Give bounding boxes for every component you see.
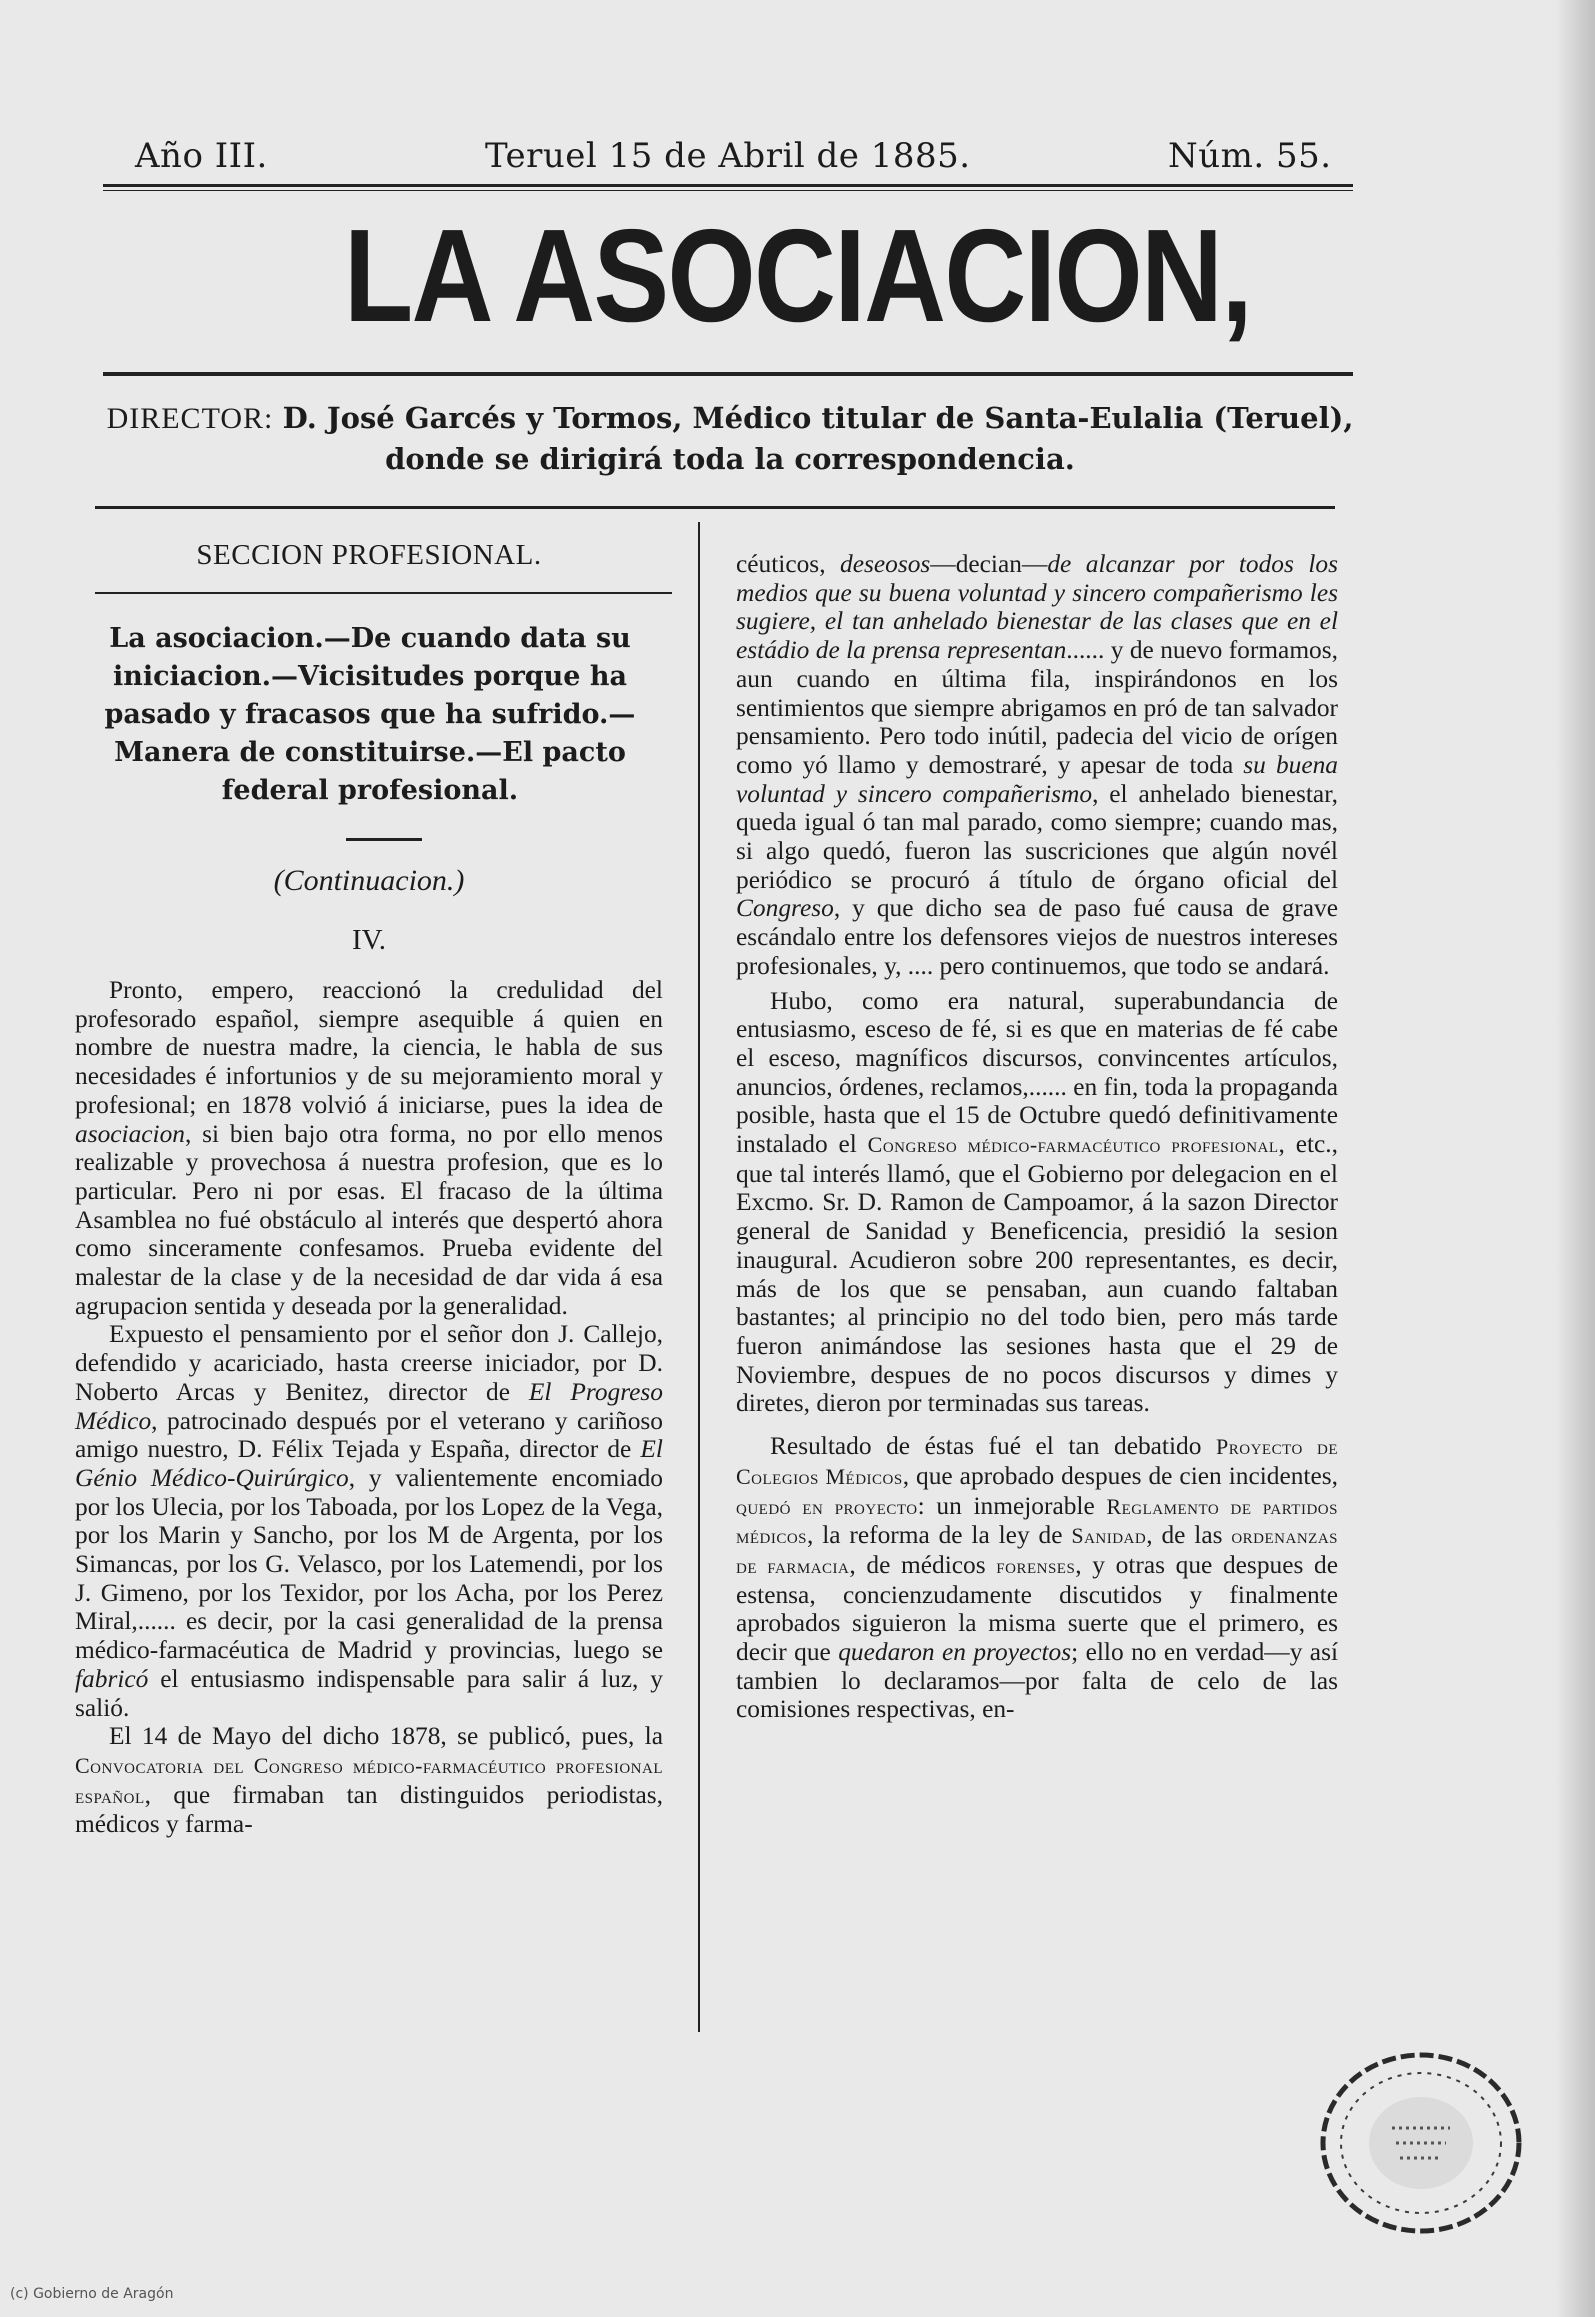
small-caps-title: ordenanzas de farmacia bbox=[736, 1523, 1338, 1578]
director-label: DIRECTOR: bbox=[106, 402, 274, 435]
emphasis: de alcanzar por todos los medios que su buena voluntad y sincero compañerismo les sugiere, el tan anhelado bienestar de las clases que en el estádio de la prensa representan bbox=[736, 550, 1338, 665]
small-caps-title: Congreso médico-farmacéutico profesional bbox=[867, 1132, 1279, 1158]
paragraph: céuticos, deseosos—decian—de alcanzar por todos los medios que su buena voluntad y sincero compañerismo les sugiere, el tan anhelado bienestar de las clases que en el estádio de la prensa representan...... y de nuevo formamos, aun cuando en última fila, inspirándonos en los sentimientos que siempre abrigamos en pró de tan salvador pensamiento. Pero todo inútil, padecia del vicio de orígen como yó llamo y demostraré, y apesar de toda su buena voluntad y sincero compañerismo, el anhelado bienestar, queda igual ó tan mal parado, como siempre; cuando mas, si algo quedó, fueron las suscriciones que algún novél periódico se procuró á título de órgano oficial del Congreso, y que dicho sea de paso fué causa de grave escándalo entre los defensores viejos de nuestros intereses profesionales, y, .... pero continuemos, que todo se andará. bbox=[736, 550, 1338, 980]
emphasis: Congreso bbox=[736, 894, 834, 923]
chapter-number: IV. bbox=[351, 924, 387, 956]
emphasis: quedaron en proyectos bbox=[838, 1638, 1072, 1667]
page-edge-shadow bbox=[1555, 0, 1595, 2317]
summary-separator bbox=[346, 838, 422, 841]
director-correspondence: donde se dirigirá toda la correspondencia. bbox=[385, 442, 1075, 476]
right-column bbox=[736, 550, 1338, 1724]
small-caps-title: forenses bbox=[996, 1552, 1076, 1578]
section-title: SECCION PROFESIONAL. bbox=[196, 539, 542, 571]
issue-number: Núm. 55. bbox=[1168, 136, 1332, 176]
small-caps-title: quedó en proyecto bbox=[736, 1493, 918, 1519]
continuation-note: (Continuacion.) bbox=[273, 864, 465, 897]
paragraph: El 14 de Mayo del dicho 1878, se publicó, pues, la Convocatoria del Congreso médico-farmacéutico profesional español, que firmaban tan distinguidos periodistas, médicos y farma- bbox=[75, 1722, 663, 1839]
left-column bbox=[75, 976, 663, 1839]
issue-year: Año III. bbox=[135, 136, 268, 176]
emphasis: su buena voluntad y sincero compañerismo bbox=[736, 750, 1338, 808]
column-divider bbox=[698, 522, 700, 2032]
library-stamp-icon bbox=[1312, 2043, 1530, 2243]
paragraph: Pronto, empero, reaccionó la credulidad del profesorado español, siempre asequible á quien en nombre de nuestra madre, la ciencia, le habla de sus necesidades é infortunios y de su mejoramiento moral y profesional; en 1878 volvió á iniciarse, pues la idea de asociacion, si bien bajo otra forma, no por ello menos realizable y provechosa á nuestra profesion, que es lo particular. Pero ni por esas. El fracaso de la última Asamblea no fué obstáculo al interés que despertó ahora como sinceramente confesamos. Prueba evidente del malestar de la clase y de la necesidad de dar vida á esa agrupacion sentida y deseada por la generalidad. bbox=[75, 976, 663, 1320]
article-summary: La asociacion.—De cuando data su iniciacion.—Vicisitudes porque ha pasado y fracasos que ha sufrido.—Manera de constituirse.—El pacto federal profesional. bbox=[104, 623, 636, 806]
small-caps-title: Proyecto de Colegios Médicos bbox=[736, 1434, 1339, 1489]
emphasis: asociacion bbox=[75, 1119, 186, 1148]
section-rule bbox=[95, 592, 672, 594]
masthead-rule-top-thin bbox=[103, 190, 1353, 191]
paragraph: Hubo, como era natural, superabundancia de entusiasmo, esceso de fé, si es que en materias de fé cabe el esceso, magníficos discursos, convincentes artículos, anuncios, órdenes, reclamos,...... en fin, toda la propaganda posible, hasta que el 15 de Octubre quedó definitivamente instalado el Congreso médico-farmacéutico profesional, etc., que tal interés llamó, que el Gobierno por delegacion en el Excmo. Sr. D. Ramon de Campoamor, á la sazon Director general de Sanidad y Beneficencia, presidió la sesion inaugural. Acudieron sobre 200 representantes, es decir, más de los que se pensaban, aun cuando faltaban bastantes; al principio no del todo bien, pero más tarde fueron animándose las sesiones hasta que el 29 de Noviembre, despues de no pocos discursos y dimes y diretes, dieron por terminadas sus tareas. bbox=[736, 986, 1338, 1418]
journal-name: El Génio Médico-Quirúrgico bbox=[75, 1435, 663, 1492]
masthead-rule-top bbox=[103, 184, 1353, 187]
issue-place-date: Teruel 15 de Abril de 1885. bbox=[485, 136, 971, 176]
small-caps-title: Convocatoria del Congreso médico-farmacéutico profesional español bbox=[75, 1752, 663, 1808]
director-name: D. José Garcés y Tormos, Médico titular de Santa-Eulalia (Teruel), bbox=[282, 401, 1354, 435]
small-caps-title: Reglamento de partidos médicos bbox=[736, 1493, 1338, 1549]
header-rule-bottom bbox=[95, 506, 1335, 509]
emphasis: deseosos bbox=[840, 550, 931, 578]
small-caps-title: Sanidad bbox=[1071, 1523, 1147, 1549]
emphasis: fabricó bbox=[75, 1664, 149, 1693]
paragraph: Expuesto el pensamiento por el señor don J. Callejo, defendido y acariciado, hasta creerse iniciador, por D. Noberto Arcas y Benitez, director de El Progreso Médico, patrocinado después por el veterano y cariñoso amigo nuestro, D. Félix Tejada y España, director de El Génio Médico-Quirúrgico, y valientemente encomiado por los Ulecia, por los Taboada, por los Lopez de la Vega, por los Marin y Sancho, por los M de Argenta, por los Simancas, por los G. Velasco, por los Latemendi, por los J. Gimeno, por los Texidor, por los Acha, por los Perez Miral,...... es decir, por la casi generalidad de la prensa médico-farmacéutica de Madrid y provincias, luego se fabricó el entusiasmo indispensable para salir á luz, y salió. bbox=[75, 1320, 663, 1722]
title-rule-bottom bbox=[103, 372, 1353, 376]
paragraph: Resultado de éstas fué el tan debatido Proyecto de Colegios Médicos, que aprobado despues de cien incidentes, quedó en proyecto: un inmejorable Reglamento de partidos médicos, la reforma de la ley de Sanidad, de las ordenanzas de farmacia, de médicos forenses, y otras que despues de estensa, concienzudamente discutidos y finalmente aprobados siguieron la misma suerte que el primero, es decir que quedaron en proyectos; ello no en verdad—y así tambien lo declaramos—por falta de celo de las comisiones respectivas, en- bbox=[736, 1432, 1339, 1724]
journal-name: El Progreso Médico bbox=[75, 1377, 663, 1435]
copyright-notice: (c) Gobierno de Aragón bbox=[10, 2286, 174, 2302]
newspaper-title: LA ASOCIACION, bbox=[343, 202, 1252, 349]
director-block bbox=[100, 398, 1360, 479]
